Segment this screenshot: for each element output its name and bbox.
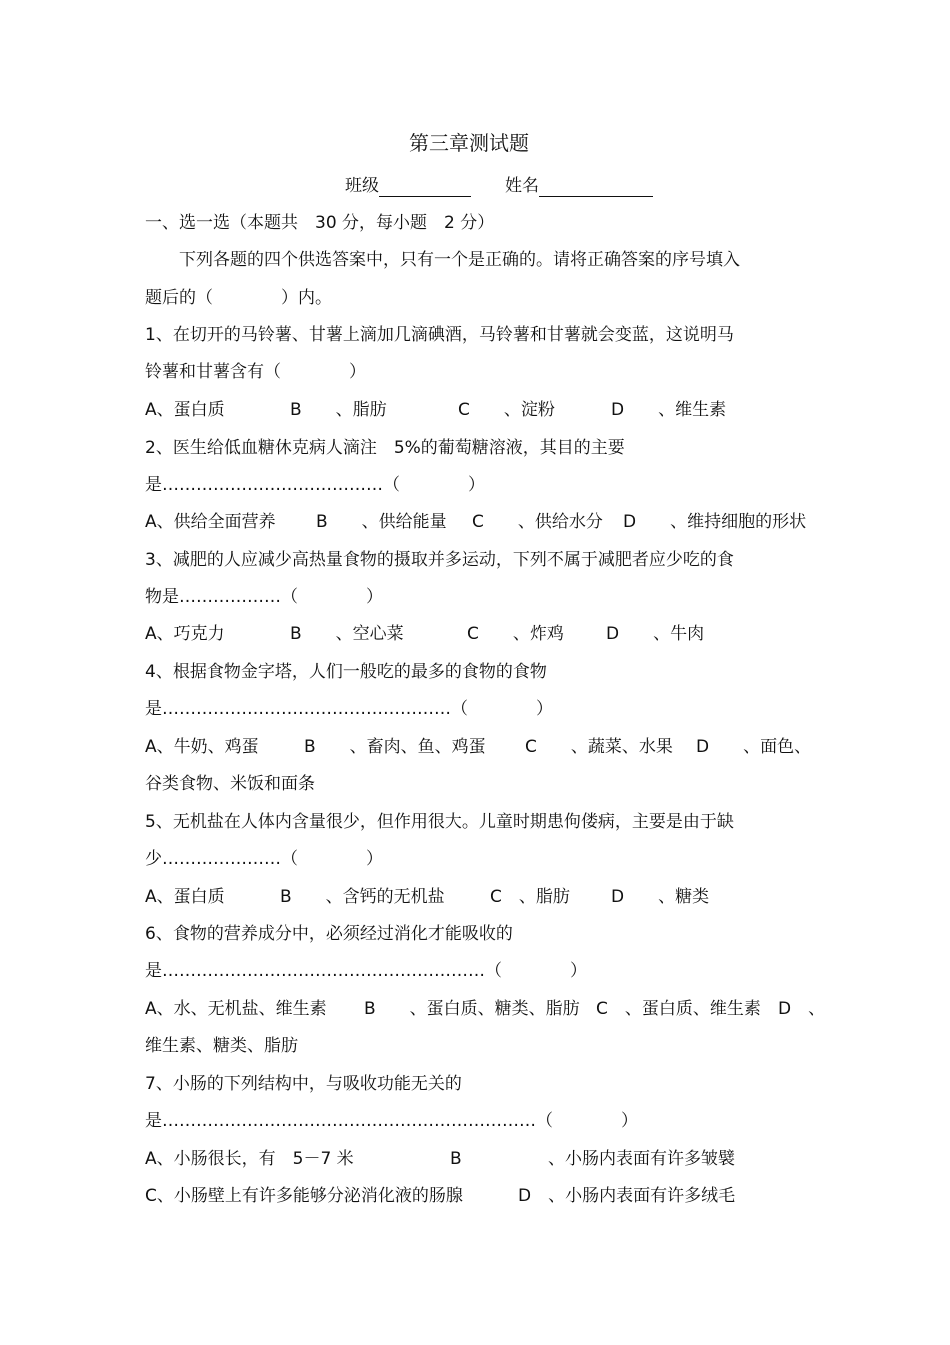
question-stem: 是……………………………………………（ ） <box>145 699 553 719</box>
option-a: A、供给全面营养 <box>145 512 276 532</box>
question-stem: 是…………………………………（ ） <box>145 475 485 495</box>
question-stem: 铃薯和甘薯含有（ ） <box>145 362 366 382</box>
option-d: D 、维生素 <box>611 400 727 420</box>
page-title: 第三章测试题 <box>409 131 529 155</box>
option-c: C 、供给水分 <box>472 512 603 532</box>
option-a: A、小肠很长，有 5－7 米 <box>145 1149 354 1169</box>
question-stem: 3、减肥的人应减少高热量食物的摄取并多运动，下列不属于减肥者应少吃的食 <box>145 550 734 570</box>
option-a: A、蛋白质 <box>145 400 225 420</box>
option-d: D 、糖类 <box>611 887 710 907</box>
option-continuation: 维生素、糖类、脂肪 <box>145 1036 298 1056</box>
name-blank <box>539 178 653 197</box>
option-a: A、蛋白质 <box>145 887 225 907</box>
class-label: 班级 <box>345 176 379 196</box>
option-b: B 、含钙的无机盐 <box>280 887 445 907</box>
option-b: B <box>450 1149 462 1169</box>
option-b-text: 、小肠内表面有许多皱襞 <box>548 1149 735 1169</box>
option-b: B 、脂肪 <box>290 400 387 420</box>
option-a: A、牛奶、鸡蛋 <box>145 737 259 757</box>
question-stem: 是…………………………………………………（ ） <box>145 961 587 981</box>
option-c: C 、蛋白质、维生素 <box>596 999 761 1019</box>
option-c: C 、淀粉 <box>458 400 555 420</box>
question-stem: 1、在切开的马铃薯、甘薯上滴加几滴碘酒，马铃薯和甘薯就会变蓝，这说明马 <box>145 325 734 345</box>
option-d: D 、小肠内表面有许多绒毛 <box>518 1186 736 1206</box>
option-b: B 、蛋白质、糖类、脂肪 <box>364 999 580 1019</box>
option-c: C 、脂肪 <box>490 887 570 907</box>
question-stem: 物是………………（ ） <box>145 587 383 607</box>
option-d: D 、牛肉 <box>606 624 705 644</box>
option-b: B 、供给能量 <box>316 512 447 532</box>
question-stem: 5、无机盐在人体内含量很少，但作用很大。儿童时期患佝偻病，主要是由于缺 <box>145 812 734 832</box>
option-a: A、巧克力 <box>145 624 225 644</box>
question-stem: 7、小肠的下列结构中，与吸收功能无关的 <box>145 1074 462 1094</box>
question-stem: 4、根据食物金字塔，人们一般吃的最多的食物的食物 <box>145 662 547 682</box>
instruction-line: 题后的（ ）内。 <box>145 288 332 308</box>
option-d: D 、维持细胞的形状 <box>623 512 807 532</box>
option-c: C 、蔬菜、水果 <box>525 737 673 757</box>
option-b: B 、空心菜 <box>290 624 404 644</box>
option-continuation: 谷类食物、米饭和面条 <box>145 774 315 794</box>
name-label: 姓名 <box>505 176 539 196</box>
section-heading: 一、选一选（本题共 30 分，每小题 2 分） <box>145 213 495 233</box>
option-c: C 、炸鸡 <box>467 624 564 644</box>
question-stem: 是…………………………………………………………（ ） <box>145 1111 638 1131</box>
question-stem: 6、食物的营养成分中，必须经过消化才能吸收的 <box>145 924 513 944</box>
question-stem: 2、医生给低血糖休克病人滴注 5%的葡萄糖溶液，其目的主要 <box>145 438 625 458</box>
question-stem: 少…………………（ ） <box>145 849 383 869</box>
student-info <box>345 175 653 197</box>
option-c: C、小肠壁上有许多能够分泌消化液的肠腺 <box>145 1186 463 1206</box>
instruction-line: 下列各题的四个供选答案中，只有一个是正确的。请将正确答案的序号填入 <box>145 250 740 270</box>
option-d: D 、面色、 <box>696 737 812 757</box>
option-b: B 、畜肉、鱼、鸡蛋 <box>304 737 486 757</box>
option-d: D 、 <box>778 999 826 1019</box>
class-blank <box>379 178 471 197</box>
option-a: A、水、无机盐、维生素 <box>145 999 327 1019</box>
